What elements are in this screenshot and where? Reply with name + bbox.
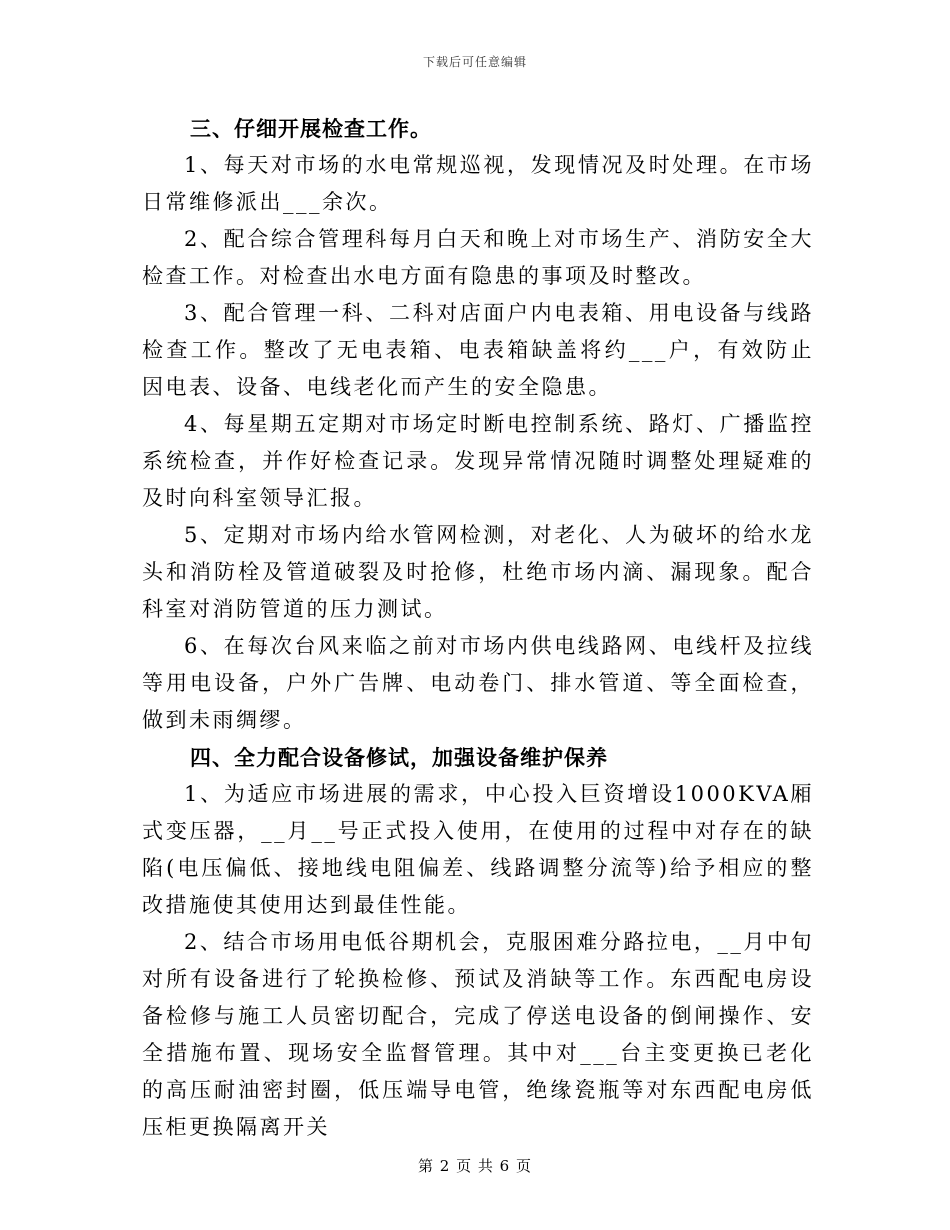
section-3-item-3: 3、配合管理一科、二科对店面户内电表箱、用电设备与线路检查工作。整改了无电表箱、电表箱缺盖将约___户，有效防止因电表、设备、电线老化而产生的安全隐患。 (142, 301, 814, 399)
page-footer: 第 2 页 共 6 页 (418, 1157, 532, 1175)
section-3-item-1: 1、每天对市场的水电常规巡视，发现情况及时处理。在市场日常维修派出___余次。 (142, 153, 814, 214)
section-3-heading: 三、仔细开展检查工作。 (190, 116, 432, 141)
section-4-item-1: 1、为适应市场进展的需求，中心投入巨资增设1000KVA厢式变压器，__月__号正式投入使用，在使用的过程中对存在的缺陷(电压偏低、接地线电阻偏差、线路调整分流等)给予相应的整改措施使其使用达到最佳性能。 (142, 782, 814, 917)
page-header: 下载后可任意编辑 (422, 55, 527, 69)
section-4-heading: 四、全力配合设备修试，加强设备维护保养 (190, 745, 608, 770)
section-3-item-4: 4、每星期五定期对市场定时断电控制系统、路灯、广播监控系统检查，并作好检查记录。发现异常情况随时调整处理疑难的及时向科室领导汇报。 (142, 412, 814, 510)
section-3-item-6: 6、在每次台风来临之前对市场内供电线路网、电线杆及拉线等用电设备，户外广告牌、电动卷门、排水管道、等全面检查，做到未雨绸缪。 (142, 634, 814, 732)
document-body (142, 110, 814, 1146)
section-3-item-5: 5、定期对市场内给水管网检测，对老化、人为破坏的给水龙头和消防栓及管道破裂及时抢修，杜绝市场内滴、漏现象。配合科室对消防管道的压力测试。 (142, 523, 814, 621)
section-4-item-2: 2、结合市场用电低谷期机会，克服困难分路拉电，__月中旬对所有设备进行了轮换检修、预试及消缺等工作。东西配电房设备检修与施工人员密切配合，完成了停送电设备的倒闸操作、安全措施布置、现场安全监督管理。其中对___台主变更换已老化的高压耐油密封圈，低压端导电管，绝缘瓷瓶等对东西配电房低压柜更换隔离开关 (142, 930, 814, 1139)
section-3-item-2: 2、配合综合管理科每月白天和晚上对市场生产、消防安全大检查工作。对检查出水电方面有隐患的事项及时整改。 (142, 227, 814, 288)
